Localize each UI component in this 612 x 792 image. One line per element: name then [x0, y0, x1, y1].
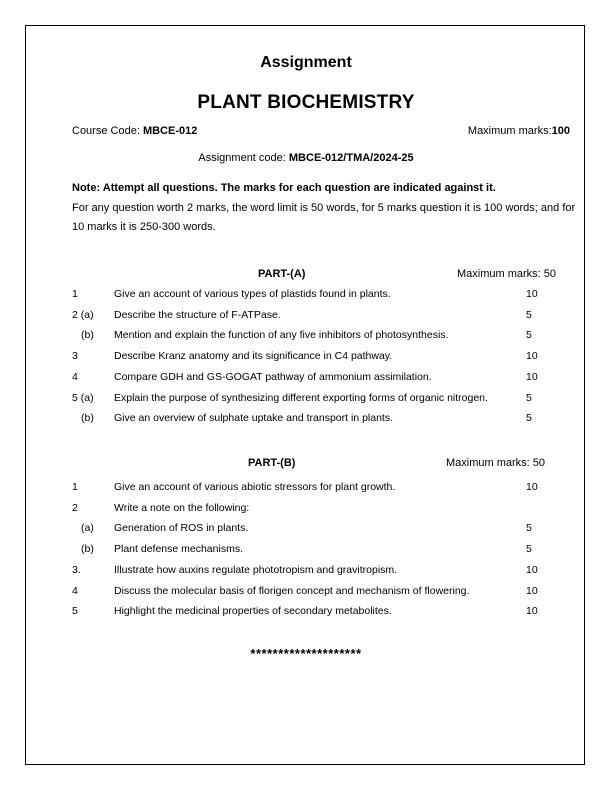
document-title: Assignment: [260, 54, 352, 71]
question-row: [0, 564, 612, 580]
question-row: [0, 329, 612, 345]
question-marks: 10: [526, 481, 538, 493]
question-row: [0, 412, 612, 428]
question-text: Give an overview of sulphate uptake and transport in plants.: [114, 412, 393, 425]
question-text: Give an account of various abiotic stressors for plant growth.: [114, 481, 396, 493]
assignment-code-value: MBCE-012/TMA/2024-25: [288, 152, 414, 164]
question-marks: 5: [526, 308, 532, 321]
course-code: [72, 125, 197, 137]
question-marks: 10: [526, 288, 538, 300]
question-text: Explain the purpose of synthesizing different exporting forms of organic nitrogen.: [114, 391, 488, 404]
question-marks: 10: [526, 605, 538, 618]
course-code-label: Course Code:: [72, 125, 143, 137]
question-text: Mention and explain the function of any five inhibitors of photosynthesis.: [114, 329, 449, 342]
question-text: Illustrate how auxins regulate phototropism and gravitropism.: [114, 563, 398, 576]
question-marks: 5: [526, 329, 532, 342]
question-row: [0, 585, 612, 601]
question-row: [0, 350, 612, 366]
note-heading: Note: Attempt all questions. The marks for each question are indicated against it.: [72, 182, 496, 194]
maximum-marks: [468, 125, 570, 137]
question-number: 2 (a): [72, 308, 94, 321]
question-marks: 10: [526, 584, 538, 597]
assignment-code: [0, 152, 612, 164]
question-text: Describe the structure of F-ATPase.: [114, 308, 281, 321]
question-number: 1: [72, 288, 78, 300]
question-text: Write a note on the following:: [114, 501, 250, 514]
question-text: Discuss the molecular basis of florigen concept and mechanism of flowering.: [114, 584, 470, 597]
question-row: [0, 502, 612, 518]
part-b-max-marks: Maximum marks: 50: [446, 457, 546, 469]
assignment-code-label: Assignment code:: [198, 152, 289, 164]
question-row: [0, 543, 612, 559]
question-marks: 5: [526, 412, 532, 425]
question-number: (b): [81, 543, 94, 556]
question-text: Give an account of various types of plastids found in plants.: [114, 288, 391, 300]
question-text: Compare GDH and GS-GOGAT pathway of ammonium assimilation.: [114, 370, 432, 383]
note-line-2: 10 marks it is 250-300 words.: [72, 221, 216, 233]
subject-title: PLANT BIOCHEMISTRY: [197, 92, 415, 113]
question-row: [0, 605, 612, 621]
question-number: (b): [81, 412, 94, 425]
part-a-title: PART-(A): [258, 268, 306, 280]
question-number: 3: [72, 350, 78, 363]
question-row: [0, 522, 612, 538]
question-marks: 5: [526, 391, 532, 404]
course-code-value: MBCE-012: [142, 125, 198, 137]
question-text: Plant defense mechanisms.: [114, 543, 243, 556]
question-marks: 10: [526, 563, 538, 576]
maximum-marks-label: Maximum marks:: [467, 125, 552, 137]
question-number: 3.: [72, 563, 81, 576]
question-text: Generation of ROS in plants.: [114, 522, 249, 535]
part-a-max-marks: Maximum marks: 50: [457, 268, 557, 280]
part-b-title: PART-(B): [248, 457, 296, 469]
question-text: Highlight the medicinal properties of secondary metabolites.: [114, 605, 392, 618]
question-marks: 10: [526, 350, 538, 363]
question-number: 5 (a): [72, 391, 94, 404]
question-row: [0, 371, 612, 387]
question-number: 4: [72, 584, 78, 597]
question-marks: 10: [526, 370, 538, 383]
note-line-1: For any question worth 2 marks, the word limit is 50 words, for 5 marks question it is 100 words; and for: [72, 202, 576, 214]
question-number: 4: [72, 370, 78, 383]
end-stars: ********************: [250, 646, 362, 661]
question-row: [0, 288, 612, 304]
question-row: [0, 481, 612, 497]
question-row: [0, 309, 612, 325]
question-marks: 5: [526, 543, 532, 556]
question-number: (a): [81, 522, 94, 535]
question-row: [0, 392, 612, 408]
question-text: Describe Kranz anatomy and its significance in C4 pathway.: [114, 350, 393, 363]
question-number: (b): [81, 329, 94, 342]
question-number: 5: [72, 605, 78, 618]
question-marks: 5: [526, 522, 532, 535]
maximum-marks-value: 100: [551, 125, 570, 137]
question-number: 2: [72, 501, 78, 514]
question-number: 1: [72, 481, 78, 493]
